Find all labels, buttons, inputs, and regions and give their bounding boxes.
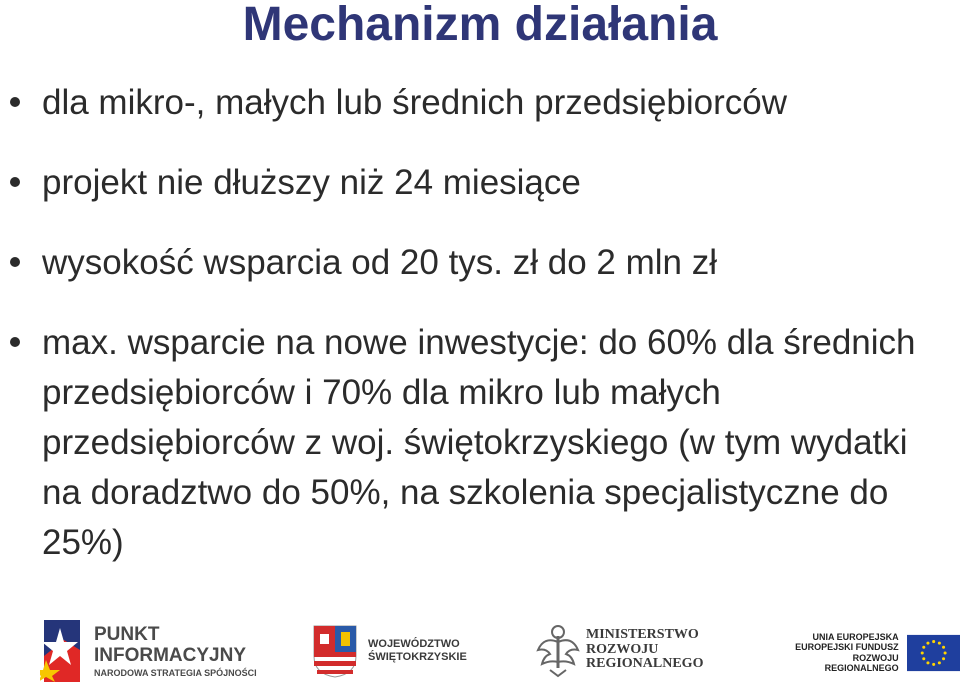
- eu-star-icon: [943, 651, 946, 654]
- ue-line1: UNIA EUROPEJSKA: [812, 632, 899, 642]
- eu-star-icon: [926, 661, 929, 664]
- wojewodztwo-line2: ŚWIĘTOKRZYSKIE: [368, 651, 467, 663]
- wojewodztwo-logo: [312, 624, 467, 678]
- eu-star-icon: [942, 645, 945, 648]
- eu-star-icon: [942, 657, 945, 660]
- eu-star-icon: [932, 640, 935, 643]
- ue-line3: ROZWOJU REGIONALNEGO: [824, 652, 899, 674]
- bullet-item: projekt nie dłuższy niż 24 miesiące: [0, 158, 960, 208]
- punkt-informacyjny-emblem-icon: [40, 620, 86, 682]
- eu-star-icon: [922, 657, 925, 660]
- punkt-line3: NARODOWA STRATEGIA SPÓJNOŚCI: [94, 667, 257, 678]
- eu-star-icon: [920, 651, 923, 654]
- eu-star-icon: [938, 641, 941, 644]
- ministerstwo-line3: REGIONALNEGO: [586, 656, 704, 672]
- punkt-line1: PUNKT: [94, 623, 160, 645]
- bullet-item: max. wsparcie na nowe inwestycje: do 60% dla średnich przedsiębiorców i 70% dla mikro lub małych przedsiębiorców z woj. świętokrzyskiego (w tym wydatki na doradztwo do 50%, na szkolenia specjalistyczne do 25%): [0, 318, 960, 568]
- coat-of-arms-icon: [312, 624, 358, 678]
- bullet-list: [0, 78, 960, 568]
- wojewodztwo-line1: WOJEWÓDZTWO: [368, 638, 460, 651]
- punkt-line2: INFORMACYJNY: [94, 644, 247, 666]
- eu-star-icon: [932, 663, 935, 666]
- unia-europejska-logo: [782, 632, 960, 673]
- eu-star-icon: [926, 641, 929, 644]
- ministerstwo-logo: [536, 622, 703, 678]
- eu-flag-icon: [907, 634, 960, 672]
- ue-line2: EUROPEJSKI FUNDUSZ: [795, 642, 899, 653]
- footer-logos: [0, 612, 960, 686]
- eu-star-icon: [938, 661, 941, 664]
- ministerstwo-line1: MINISTERSTWO: [586, 626, 699, 642]
- bullet-item: wysokość wsparcia od 20 tys. zł do 2 mln zł: [0, 238, 960, 288]
- punkt-informacyjny-logo: [40, 620, 257, 682]
- slide-title: Mechanizm działania: [242, 0, 718, 51]
- eagle-emblem-icon: [536, 622, 580, 678]
- ministerstwo-line2: ROZWOJU: [586, 641, 659, 657]
- eu-star-icon: [922, 645, 925, 648]
- bullet-item: dla mikro-, małych lub średnich przedsiębiorców: [0, 78, 960, 128]
